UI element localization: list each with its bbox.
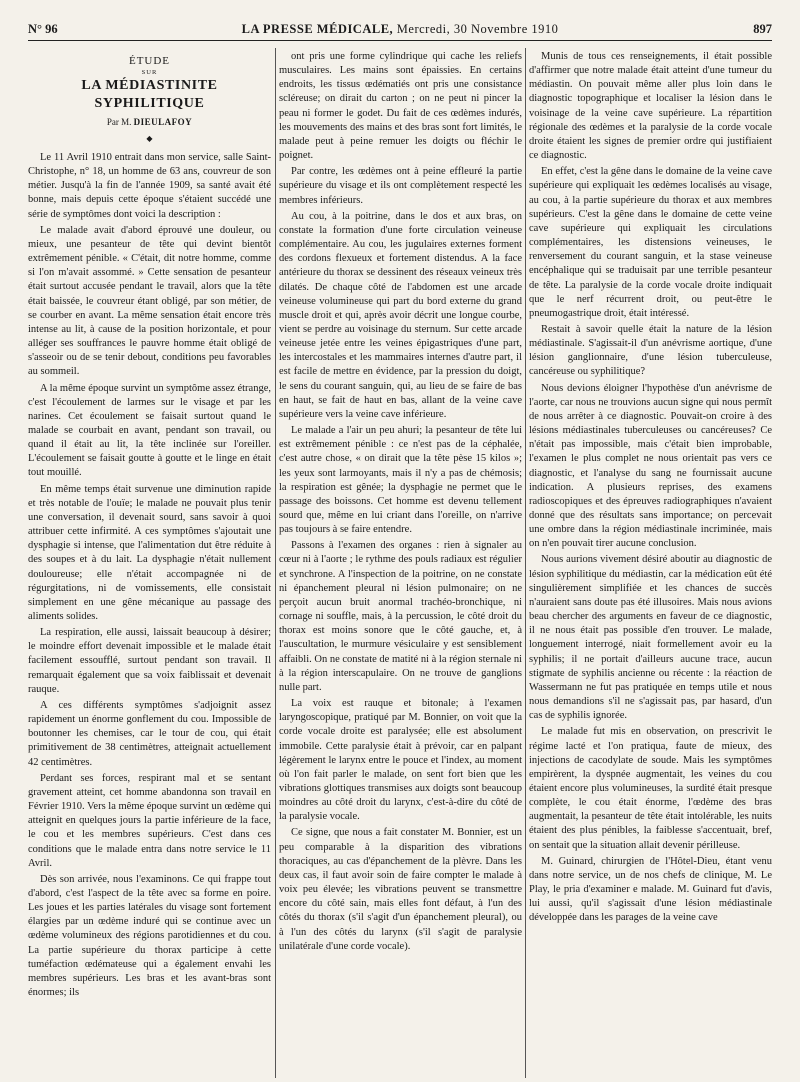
journal-masthead [28, 18, 772, 40]
header-rule [28, 40, 772, 41]
paragraph: A la même époque survint un symptôme assez étrange, c'est l'écoulement de larmes sur le visage et par les narines. Cet écoulement se faisait surtout quand le malade se courbait en avant, pendant son travail, ou quand il était au lit, la tête inclinée sur l'oreiller. L'écoulement se faisait goutte à goutte et le linge en était tout mouillé. [28, 382, 271, 479]
paragraph: M. Guinard, chirurgien de l'Hôtel-Dieu, étant venu dans notre service, un de nos chefs de clinique, M. Le Play, le pria d'examiner e malade. M. Guinard fut d'avis, lui aussi, qu'il s'agissait d'une lésion médiastinale développée dans les parages de la veine cave [529, 855, 772, 924]
article-byline [28, 115, 271, 129]
author-name: DIEULAFOY [133, 117, 193, 127]
column-2 [279, 50, 522, 1075]
article-title-block [28, 54, 271, 145]
article-title: LA MÉDIASTINITE SYPHILITIQUE [81, 78, 218, 111]
paragraph: En même temps était survenue une diminution rapide et très notable de l'ouïe; le malade ne pouvait plus tenir une conversation, il devenait sourd, sans savoir à quoi attribuer cette infirmité. A ces symptômes s'ajoutait une dysphagie si intense, que l'alimentation dut être réduite à des soupes et à du lait. La dysphagie n'était nullement douloureuse; elle n'était accompagnée ni de régurgitations, ni de vomissements, elle consistait simplement en une gêne mécanique au passage des aliments solides. [28, 483, 271, 622]
paragraph: Perdant ses forces, respirant mal et se sentant gravement atteint, cet homme abandonna son travail en Février 1910. Vers la même époque survint un œdème qui atteignit en quelques jours la partie inférieure de la face, le cou et les membres supérieurs. C'est dans ces conditions que le malade entra dans notre service le 11 Avril. [28, 772, 271, 869]
paragraph: La voix est rauque et bitonale; à l'examen laryngoscopique, pratiqué par M. Bonnier, on voit que la corde vocale droite est paralysée; elle est absolument immobile. Cette paralysie était à prévoir, car en palpant légèrement le larynx entre le pouce et l'index, au moment où l'on fait parler le malade, on sent fort bien que les vibrations glottiques transmises aux doigts sont beaucoup moindres au côté droit du larynx, c'est-à-dire du côté de la paralysie vocale. [279, 698, 522, 823]
paragraph: Le malade a l'air un peu ahuri; la pesanteur de tête lui est extrêmement pénible : ce n'est pas de la céphalée, c'est autre chose, « on dirait que la tête pèse 15 kilos »; les yeux sont larmoyants, mais il n'y a pas de chémosis; la respiration est gênée; la dysphagie ne permet que le passage des boissons. Cet homme est devenu tellement sourd que, même en lui criant dans l'oreille, on n'arrive pas toujours à se faire entendre. [279, 425, 522, 536]
column-2-body [279, 50, 522, 954]
running-header [28, 18, 772, 40]
paragraph: Le 11 Avril 1910 entrait dans mon service, salle Saint-Christophe, n° 18, un homme de 63 ans, couvreur de son métier. Jusqu'à la fin de l'année 1909, sa santé avait été bonne, mais depuis cette époque s'étaient succédé une série de symptômes dont voici la description : [28, 152, 271, 220]
paragraph: En effet, c'est la gêne dans le domaine de la veine cave supérieure qui expliquait les œdèmes localisés au visage, au cou, à la partie supérieure du thorax et aux membres supérieurs. C'est la gêne dans le domaine de cette veine cave supérieure qui expliquait les circulations complémentaires, les distensions veineuses, le renversement du courant sanguin, et la stase veineuse encéphalique qui se traduisait par une terrible pesanteur de tête. La paralysie de la corde vocale droite indiquait que le nerf récurrent droit, ou peut-être le pneumogastrique droit, était intéressé. [529, 166, 772, 319]
article-kicker: ÉTUDE [128, 55, 171, 67]
paragraph: Au cou, à la poitrine, dans le dos et aux bras, on constate la formation d'une forte circulation veineuse complémentaire. Au cou, les jugulaires externes forment des cordons flexueux et fortement distendus. A la face antérieure du thorax se dessinent des réseaux veineux très dilatés. De chaque côté de l'abdomen est une arcade veineuse volumineuse qui part du bord externe du grand muscle droit et qui, après avoir décrit une longue courbe, vient se perdre au voisinage du sternum. Sur cette arcade veineuse jetée entre les veines épigastriques d'une part, les intercostales et les mammaires internes d'autre part, il est facile de mettre en évidence, par la pression du doigt, le sens du courant sanguin, qui, au lieu de se faire de bas en haut, se fait de haut en bas, allant de la veine cave supérieure vers la veine cave inférieure. [279, 210, 522, 420]
paragraph: Par contre, les œdèmes ont à peine effleuré la partie supérieure du visage et ils ont complètement respecté les membres inférieurs. [279, 166, 522, 206]
paragraph: Passons à l'examen des organes : rien à signaler au cœur ni à l'aorte ; le rythme des pouls radiaux est régulier et synchrone. A l'inspection de la poitrine, on ne constate ni épanchement pleural ni lésion pulmonaire; on ne perçoit aucun bruit anormal trachéo-bronchique, ni cornage ni souffle, mais, à la percussion, le côté droit du thorax est moins sonore que le côté gauche, et, à l'auscultation, le murmure vésiculaire y est sensiblement affaibli. On ne constate de matité ni à la région sternale ni à la région interscapulaire. On ne trouve de ganglions nulle part. [279, 540, 522, 693]
column-divider [525, 48, 526, 1078]
page-number: 897 [753, 22, 772, 36]
paragraph: Ce signe, que nous a fait constater M. Bonnier, est un peu comparable à la disparition des vibrations thoraciques, au cas d'épanchement de la plèvre. Dans les deux cas, il faut avoir soin de faire compter le malade à voix peu élevée; les vibrations peuvent se transmettre encore du côté sain, mais elles font défaut, à l'un des côtés du thorax (s'il s'agit d'un épanchement pleural), ou à l'un des côtés du larynx (s'il s'agit de paralysie unilatérale d'une corde vocale). [279, 827, 522, 952]
column-3 [529, 50, 772, 1075]
paragraph: Nous devions éloigner l'hypothèse d'un anévrisme de l'aorte, car nous ne trouvions aucun signe qui nous permît de nous arrêter à ce diagnostic. Pouvait-on croire à des lésions médiastinales tuberculeuses ou cancéreuses? Ce n'était pas impossible, mais c'était bien improbable, l'examen le plus complet ne nous orientait pas vers ce diagnostic, et l'analyse du sang ne fournissait aucune indication. A plusieurs reprises, des examens radioscopiques et des épreuves radiographiques n'avaient donné que des résultats sans importance; on percevait une ombre dans la région médiastinale incriminée, mais on n'en pouvait tirer aucune conclusion. [529, 382, 772, 550]
paragraph: Le malade fut mis en observation, on prescrivit le régime lacté et l'on pratiqua, faute de mieux, des injections de cacodylate de soude. Mais les symptômes empirèrent, la dyspnée augmentait, les veines du cou étaient encore plus volumineuses, la surdité était presque complète, le cou était énorme, l'œdème des bras augmentait, la pesanteur de tête était intolérable, les nuits étaient des plus pénibles, la faiblesse s'accentuait, bref, on sentait que la situation allait devenir périlleuse. [529, 726, 772, 851]
paragraph: Nous aurions vivement désiré aboutir au diagnostic de lésion syphilitique du médiastin, car la médication eût été singulièrement simplifiée et les chances de succès n'auraient sans doute pas été illusoires. Mais nous avions beau chercher des arguments en faveur de ce diagnostic, il ne nous était pas possible d'en trouver. Le malade, longuement interrogé, niait formellement avoir eu la syphilis; il ne portait d'ailleurs aucune trace, aucun stigmate de syphilis ancienne ou récente : la réaction de Wassermann ne fut pas pratiquée en temps utile et nous nous demandions s'il ne s'agissait pas, par hasard, d'un cas de syphilis ignorée. [529, 554, 772, 722]
column-divider [275, 48, 276, 1078]
paragraph: A ces différents symptômes s'adjoignit assez rapidement un énorme gonflement du cou. Impossible de boutonner les chemises, car le tour de cou, qui était primitivement de 38 centimètres, atteignait actuellement 42 centimètres. [28, 699, 271, 768]
column-1 [28, 50, 271, 1075]
issue-date: Mercredi, 30 Novembre 1910 [396, 22, 559, 36]
issue-number: N° 96 [28, 22, 58, 36]
journal-title: LA PRESSE MÉDICALE, [241, 22, 394, 36]
byline-prefix: Par M. [106, 117, 132, 127]
ornament: ◆ [146, 134, 153, 143]
paragraph: Restait à savoir quelle était la nature de la lésion médiastinale. S'agissait-il d'un anévrisme aortique, d'une lésion ganglionnaire, d'une lésion tuberculeuse, cancéreuse ou syphilitique? [529, 323, 772, 378]
column-1-body [28, 151, 271, 1000]
column-3-body [529, 50, 772, 926]
article-kicker-sur: SUR [141, 69, 158, 76]
paragraph: Le malade avait d'abord éprouvé une douleur, ou mieux, une pesanteur de tête qui devint bientôt extrêmement pénible. « C'était, dit notre homme, comme si l'on m'avait assommé. » Cette sensation de pesanteur était surtout accusée pendant le travail, alors que la tête était baissée, le couvreur étant obligé, par son métier, de se courber en avant. La même sensation était encore très intense au lit, à cause de la position horizontale, et pour alléger ses souffrances le pauvre homme était obligé de s'asseoir ou de se tenir debout, conditions peu favorables au sommeil. [28, 224, 271, 378]
paragraph: La respiration, elle aussi, laissait beaucoup à désirer; le moindre effort devenait impossible et le malade était facilement essoufflé, surtout pendant son travail. Il remarquait également que sa voix faiblissait et devenait rauque. [28, 627, 271, 695]
paragraph: ont pris une forme cylindrique qui cache les reliefs musculaires. Les mains sont épaissies. En certains endroits, les tissus œdématiés ont pris une consistance scléreuse; on dirait du carton ; on ne peut ni pincer la peau ni former le godet. Du fait de ces œdèmes indurés, les mouvements des mains et des bras sont fort limités, le malade peut à peine remuer les doigts ou fléchir le poignet. [279, 51, 522, 162]
paragraph: Dès son arrivée, nous l'examinons. Ce qui frappe tout d'abord, c'est l'aspect de la tête avec sa forme en poire. Les joues et les parties latérales du visage sont fortement élargies par un œdème induré qui se continue avec un œdème volumineux des régions parotidiennes et du cou. La partie supérieure du thorax participe à cette tuméfaction œdémateuse qui a également envahi les membres supérieurs. Les bras et les avant-bras sont énormes; ils [28, 873, 271, 999]
paragraph: Munis de tous ces renseignements, il était possible d'affirmer que notre malade était atteint d'une tumeur du médiastin. On pouvait même aller plus loin dans le diagnostic topographique et localiser la lésion dans le voisinage de la veine cave supérieure. La répartition régionale des œdèmes et la paralysie de la corde vocale droite étaient les signes de premier ordre qui justifiaient ce diagnostic. [529, 51, 772, 162]
